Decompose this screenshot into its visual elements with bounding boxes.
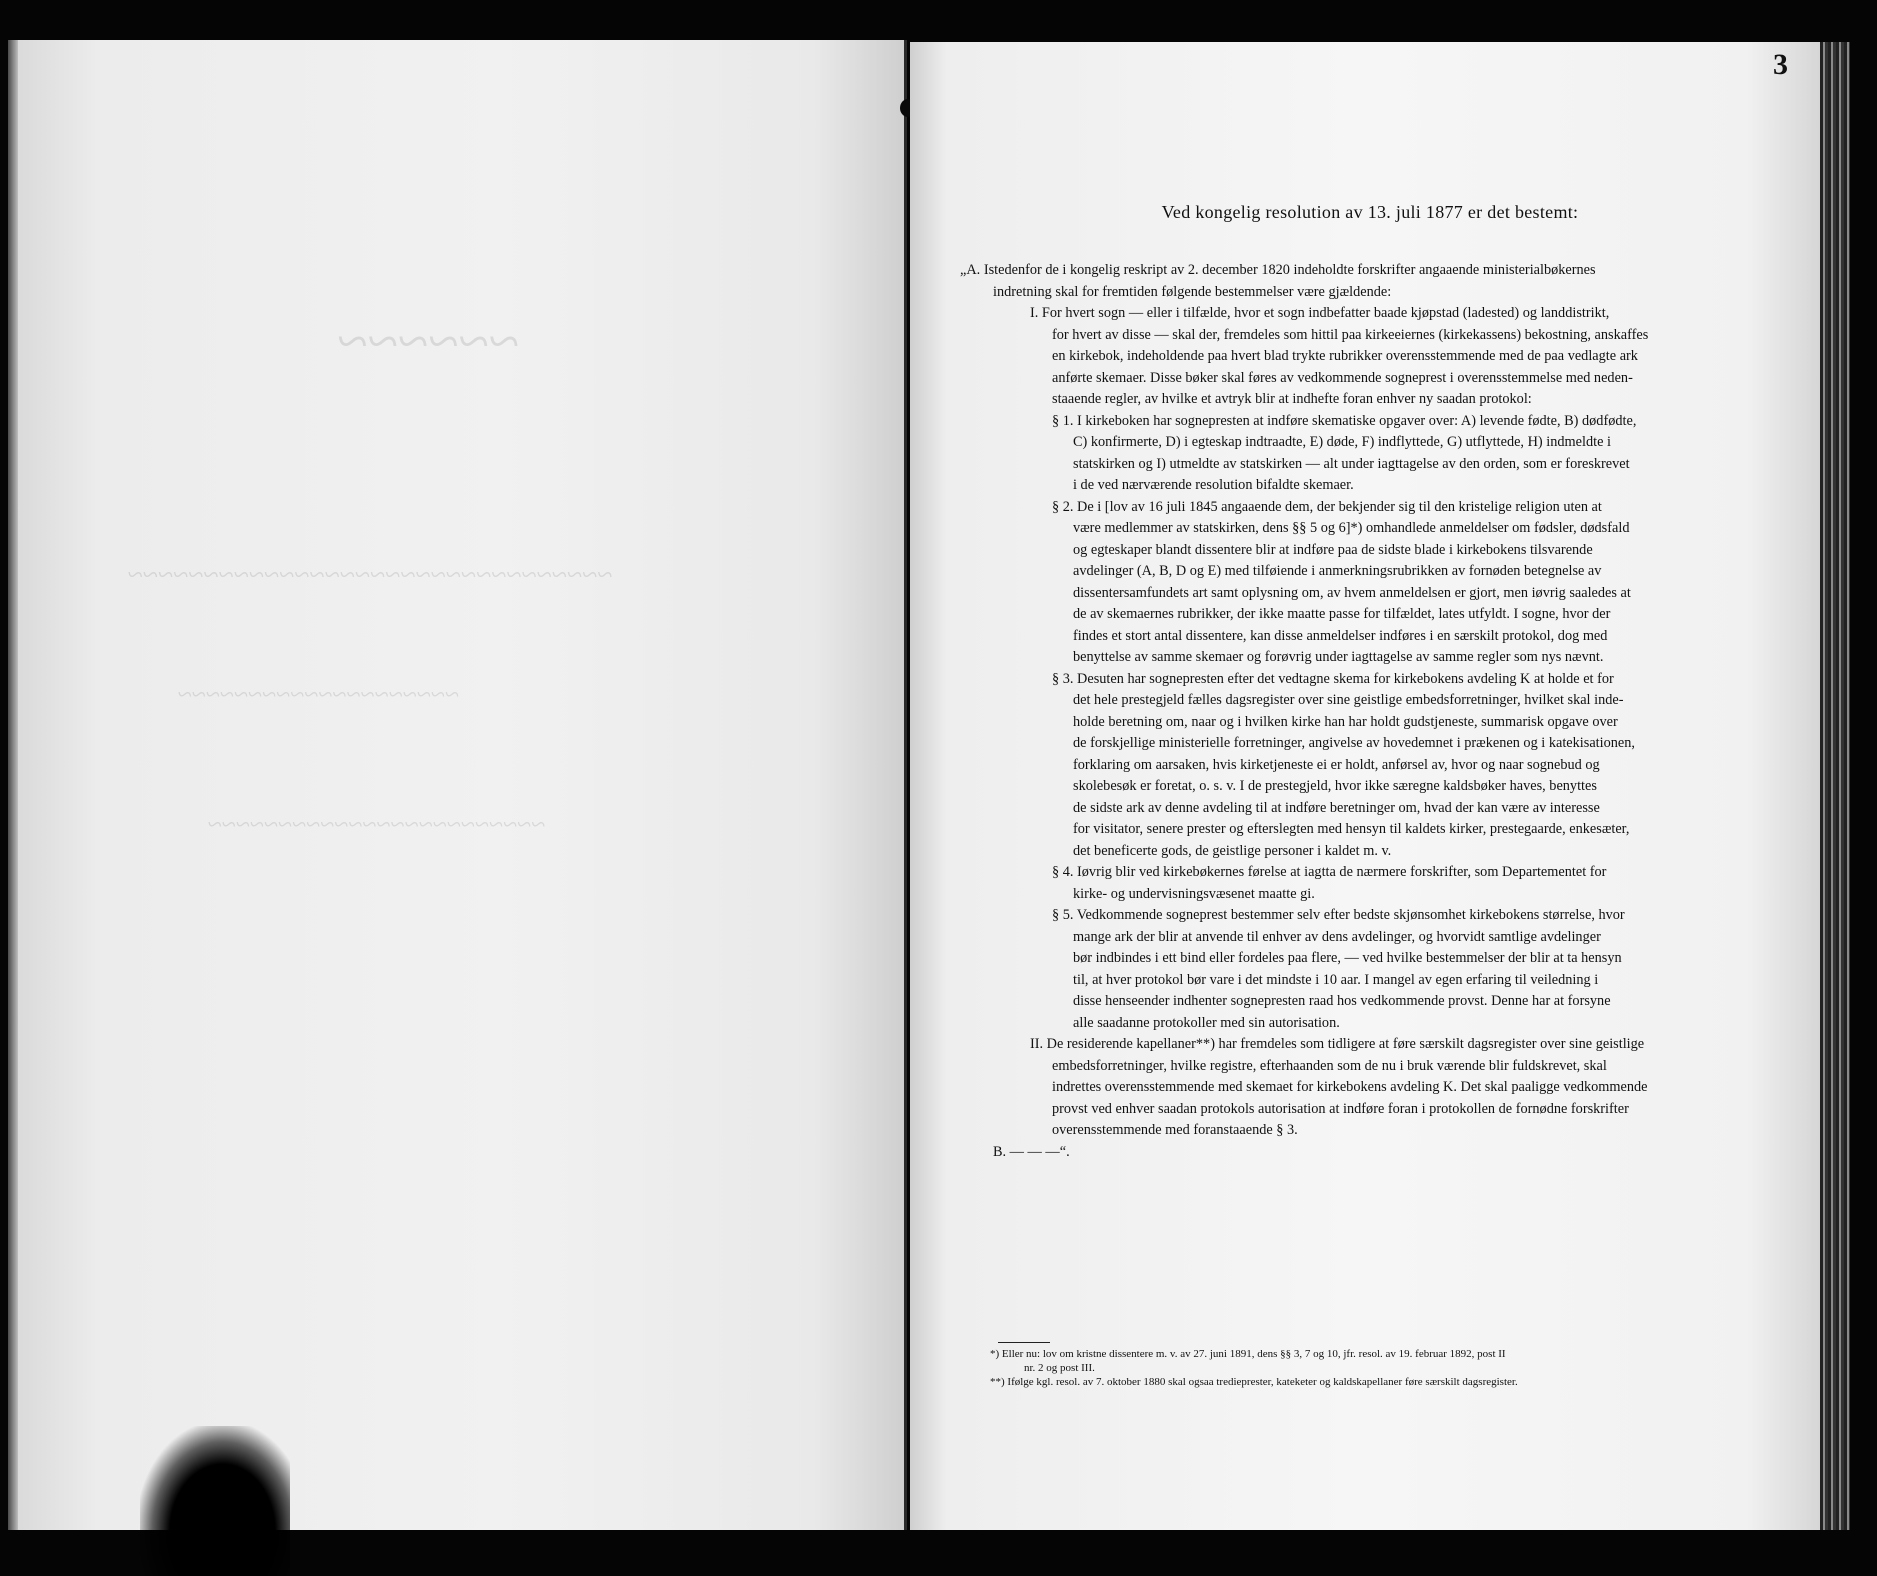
footnote-rule: [998, 1342, 1050, 1343]
footnote-line: *) Eller nu: lov om kristne dissentere m. v. av 27. juni 1891, dens §§ 3, 7 og 10, jfr. resol. av 19. februar 1892, post II: [990, 1348, 1506, 1360]
text-line: skolebesøk er foretat, o. s. v. I de prestegjeld, hvor ikke særegne kaldsbøker haves, benyttes: [1073, 778, 1597, 794]
text-line: embedsforretninger, hvilke registre, efterhaanden som de nu i bruk værende blir fuldskrevet, skal: [1052, 1057, 1607, 1074]
text-line: statskirken og I) utmeldte av statskirken — alt under iagttagelse av den orden, som er foreskrevet: [1073, 455, 1630, 472]
text-line: bør indbindes i ett bind eller fordeles paa flere, — ved hvilke bestemmelser der blir at ta hensyn: [1073, 950, 1622, 966]
text-line: staaende regler, av hvilke et avtryk blir at indhefte foran enhver ny saadan protokol:: [1052, 391, 1532, 407]
text-line: dissentersamfundets art samt oplysning om, av hvem anmeldelsen er gjort, men iøvrig saaledes at: [1073, 584, 1631, 601]
text-line: I. For hvert sogn — eller i tilfælde, hvor et sogn indbefatter baade kjøpstad (ladested) og landdistrikt,: [1030, 305, 1610, 321]
text-line: findes et stort antal dissentere, kan disse anmeldelser indføres i en særskilt protokol, dog med: [1073, 627, 1608, 644]
text-line: § 1. I kirkeboken har sognepresten at indføre skematiske opgaver over: A) levende fødte, B) dødfødte,: [1052, 412, 1637, 429]
page-number: 3: [1773, 48, 1788, 81]
text-line: avdelinger (A, B, D og E) med tilføiende i anmerkningsrubrikken av fornøden betegnelse av: [1073, 563, 1602, 579]
text-line: de av skemaernes rubrikker, der ikke maatte passe for tilfældet, lates utfyldt. I sogne, hvor der: [1073, 606, 1611, 622]
text-line: forklaring om aarsaken, hvis kirketjeneste ei er holdt, anførsel av, hvor og naar sognebud og: [1073, 756, 1600, 773]
resolution-heading: Ved kongelig resolution av 13. juli 1877 er det bestemt:: [1161, 202, 1579, 222]
text-line: de forskjellige ministerielle forretninger, angivelse av hovedemnet i prækenen og i katekisationen,: [1073, 735, 1635, 751]
text-line: anførte skemaer. Disse bøker skal føres av vedkommende sogneprest i overensstemmelse med neden-: [1052, 369, 1633, 386]
bleed-through-line: ~~~~~~~~~~~~~~~~~~~~: [178, 680, 460, 709]
text-line: benyttelse av samme skemaer og forøvrig under iagttagelse av samme regler som nys nævnt.: [1073, 649, 1604, 665]
footnote-line: **) Ifølge kgl. resol. av 7. oktober 1880 skal ogsaa tredieprester, kateketer og kaldskapellaner føre særskilt dagsregister.: [990, 1376, 1518, 1388]
text-line: provst ved enhver saadan protokols autorisation at indføre foran i protokollen de fornødne forskrifter: [1052, 1100, 1629, 1117]
text-line: § 3. Desuten har sognepresten efter det vedtagne skema for kirkebokens avdeling K at holde et for: [1052, 670, 1614, 687]
text-line: kirke- og undervisningsvæsenet maatte gi.: [1073, 885, 1315, 902]
text-line: § 5. Vedkommende sogneprest bestemmer selv efter bedste skjønsomhet kirkebokens størrelse, hvor: [1052, 907, 1625, 923]
bleed-through-line: ~~~~~~~~~~~~~~~~~~~~~~~~: [208, 810, 546, 839]
text-line: i de ved nærværende resolution bifaldte skemaer.: [1073, 477, 1354, 493]
text-line: for visitator, senere prester og efterslegten med hensyn til kaldets kirker, prestegaarde, enkesæter,: [1073, 821, 1630, 837]
text-line: II. De residerende kapellaner**) har fremdeles som tidligere at føre særskilt dagsregister over sine geistlige: [1030, 1036, 1645, 1052]
text-line: det beneficerte gods, de geistlige personer i kaldet m. v.: [1073, 842, 1392, 859]
text-line: indrettes overensstemmende med skemaet for kirkebokens avdeling K. Det skal paaligge vedkommende: [1052, 1079, 1648, 1095]
left-page: [8, 40, 907, 1530]
text-line: B. — — —“.: [993, 1143, 1070, 1160]
text-line: overensstemmende med foranstaaende § 3.: [1052, 1122, 1298, 1138]
bleed-through-title: ~~~~~~: [338, 311, 520, 373]
regulation-text: [960, 260, 1720, 1163]
right-page: [910, 42, 1820, 1530]
text-line: alle saadanne protokoller med sin autorisation.: [1073, 1014, 1340, 1031]
text-line: det hele prestegjeld fælles dagsregister over sine geistlige embedsforretninger, hvilket skal inde-: [1073, 692, 1624, 708]
text-line: en kirkebok, indeholdende paa hvert blad trykte rubrikker overensstemmende med de paa vedlagte ark: [1052, 348, 1638, 364]
text-line: holde beretning om, naar og i hvilken kirke han har holdt gudstjeneste, summarisk opgave over: [1073, 713, 1618, 730]
text-line: de sidste ark av denne avdeling til at indføre beretninger om, hvad der kan være av interesse: [1073, 799, 1600, 816]
text-line: § 4. Iøvrig blir ved kirkebøkernes førelse at iagtta de nærmere forskrifter, som Departementet for: [1052, 864, 1607, 880]
footnotes: [990, 1342, 1690, 1389]
text-line: for hvert av disse — skal der, fremdeles som hittil paa kirkeeiernes (kirkekassens) bekostning, anskaffes: [1052, 326, 1649, 343]
text-line: og egteskaper blandt dissentere blir at indføre paa de sidste blade i kirkebokens tilsvarende: [1073, 541, 1593, 558]
text-line: § 2. De i [lov av 16 juli 1845 angaaende dem, der bekjender sig til den kristelige religion uten at: [1052, 498, 1602, 515]
finger-shadow: [140, 1426, 290, 1576]
footnote-line: nr. 2 og post III.: [1024, 1362, 1095, 1374]
bleed-through-line: ~~~~~~~~~~~~~~~~~~~~~~~~~~~~~~~~: [128, 560, 613, 591]
text-line: mange ark der blir at anvende til enhver av dens avdelinger, og hvorvidt samtlige avdelinger: [1073, 928, 1601, 945]
text-line: indretning skal for fremtiden følgende bestemmelser være gjældende:: [993, 283, 1392, 300]
text-line: være medlemmer av statskirken, dens §§ 5 og 6]*) omhandlede anmeldelser om fødsler, dødsfald: [1073, 520, 1630, 536]
text-line: disse henseender indhenter sognepresten raad hos vedkommende provst. Denne har at forsyne: [1073, 993, 1611, 1009]
footnote-list: [990, 1347, 1690, 1389]
text-line: C) konfirmerte, D) i egteskap indtraadte, E) døde, F) indflyttede, G) utflyttede, H) indmeldte i: [1073, 434, 1611, 450]
text-line: til, at hver protokol bør vare i det mindste i 10 aar. I mangel av egen erfaring til veiledning i: [1073, 971, 1599, 988]
text-line: „A. Istedenfor de i kongelig reskript av 2. december 1820 indeholdte forskrifter angaaende ministerialbøkernes: [960, 262, 1596, 278]
